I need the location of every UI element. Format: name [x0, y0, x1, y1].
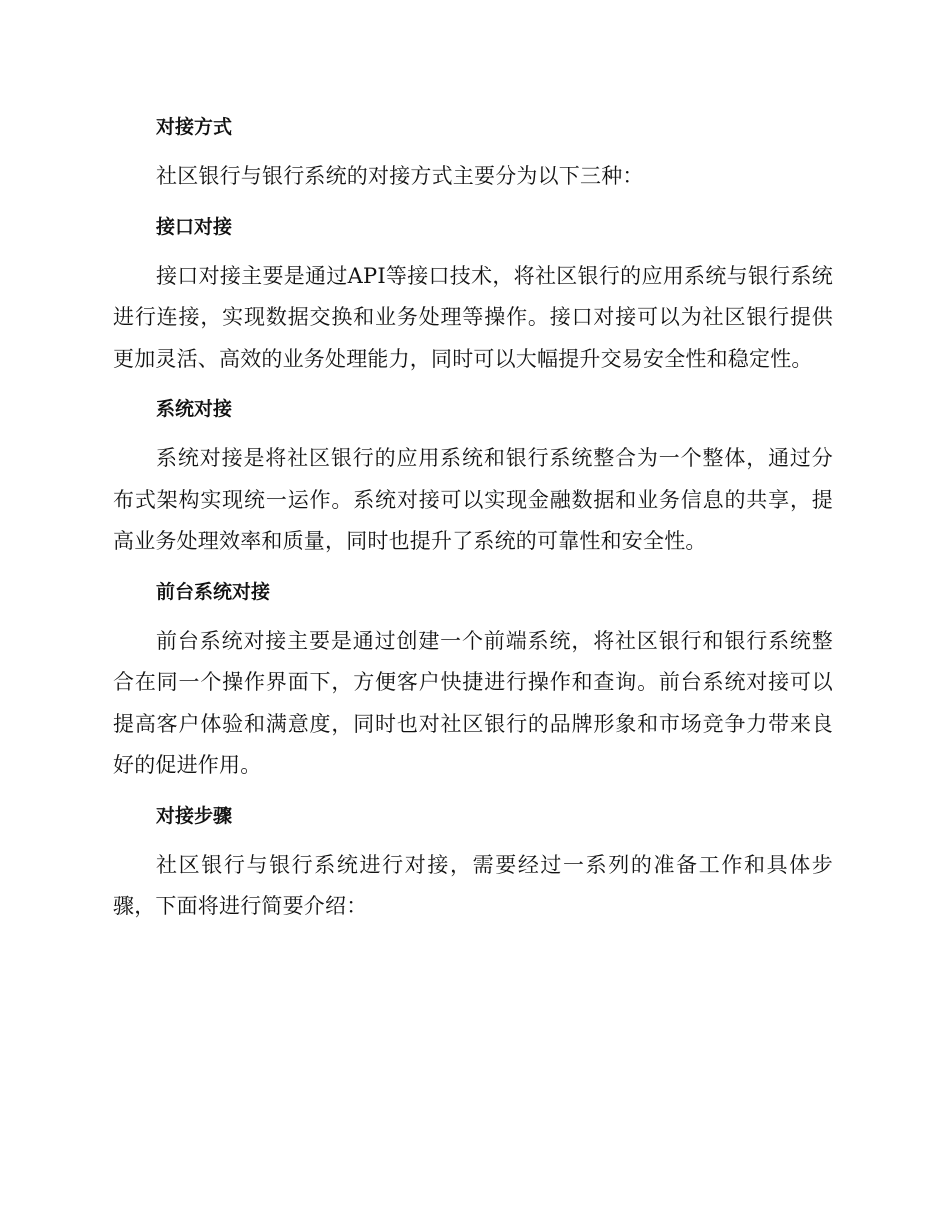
- section-heading: 接口对接: [156, 215, 233, 238]
- section-paragraph: 接口对接主要是通过API等接口技术，将社区银行的应用系统与银行系统进行连接，实现数据交换和业务处理等操作。接口对接可以为社区银行提供更加灵活、高效的业务处理能力，同时可以大幅提升交易安全性和稳定性。: [113, 263, 833, 371]
- section-system-docking: [113, 392, 833, 563]
- section-heading: 前台系统对接: [156, 580, 271, 603]
- section-heading: 对接方式: [156, 116, 233, 138]
- section-paragraph: 系统对接是将社区银行的应用系统和银行系统整合为一个整体，通过分布式架构实现统一运作。系统对接可以实现金融数据和业务信息的共享，提高业务处理效率和质量，同时也提升了系统的可靠性和安全性。: [113, 446, 833, 553]
- section-paragraph: 社区银行与银行系统的对接方式主要分为以下三种：: [156, 164, 644, 188]
- section-docking-methods: [113, 110, 833, 198]
- section-docking-steps: [113, 799, 833, 928]
- section-heading: 系统对接: [156, 398, 233, 420]
- section-paragraph: 前台系统对接主要是通过创建一个前端系统，将社区银行和银行系统整合在同一个操作界面下，方便客户快捷进行操作和查询。前台系统对接可以提高客户体验和满意度，同时也对社区银行的品牌形象和市场竞争力带来良好的促进作用。: [113, 628, 833, 777]
- document-page: [113, 110, 833, 940]
- section-interface-docking: [113, 210, 833, 381]
- section-frontend-docking: [113, 575, 833, 787]
- section-paragraph: 社区银行与银行系统进行对接，需要经过一系列的准备工作和具体步骤，下面将进行简要介绍：: [113, 852, 833, 918]
- section-heading: 对接步骤: [156, 804, 233, 827]
